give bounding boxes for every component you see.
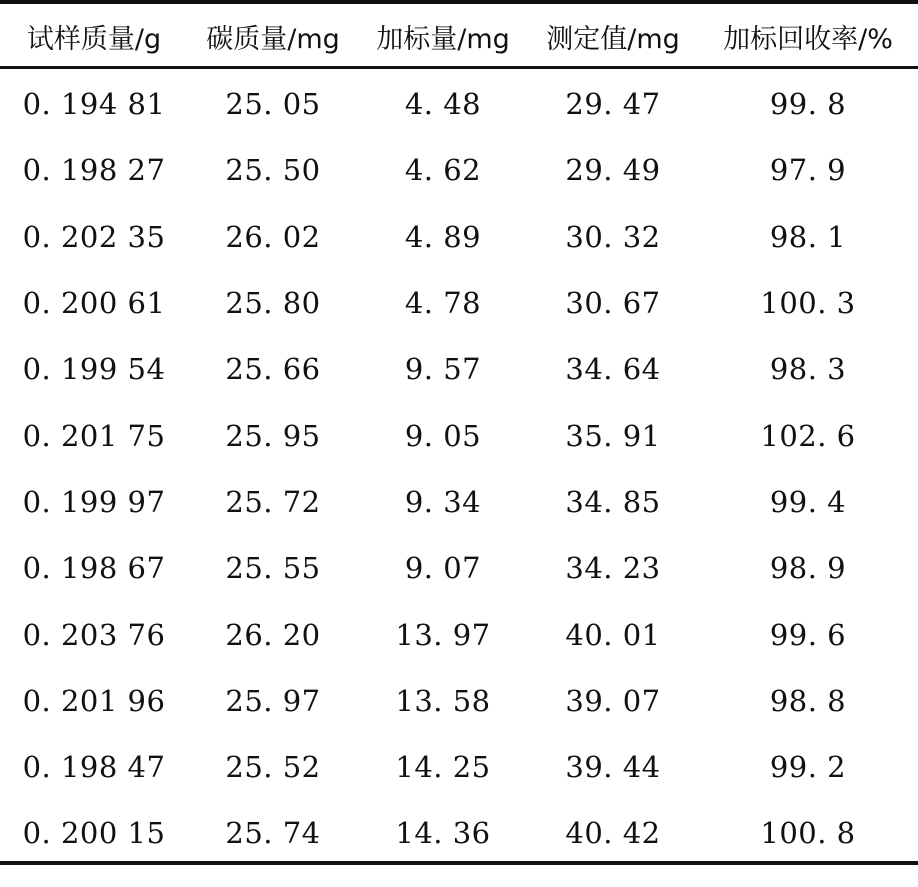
cell-measured-value: 30. 32: [565, 219, 661, 254]
cell-recovery-rate: 98. 8: [769, 683, 847, 718]
table-row: [0, 535, 918, 601]
cell-spike-amount: 14. 36: [395, 816, 491, 851]
cell-spike-amount: 13. 58: [395, 683, 491, 718]
cell-measured-value: 34. 85: [565, 484, 661, 519]
cell-spike-amount: 13. 97: [395, 617, 491, 652]
cell-recovery-rate: 102. 6: [760, 418, 856, 453]
cell-carbon-mass: 25. 05: [225, 87, 321, 122]
table-row: [0, 800, 918, 866]
cell-sample-mass: 0. 199 97: [22, 484, 166, 519]
cell-measured-value: 30. 67: [565, 286, 661, 321]
cell-spike-amount: 4. 48: [404, 87, 482, 122]
cell-measured-value: 39. 44: [565, 750, 661, 785]
cell-spike-amount: 4. 62: [404, 153, 482, 188]
cell-spike-amount: 4. 78: [404, 286, 482, 321]
cell-spike-amount: 14. 25: [395, 750, 491, 785]
cell-recovery-rate: 98. 3: [769, 352, 847, 387]
cell-sample-mass: 0. 198 67: [22, 551, 166, 586]
cell-carbon-mass: 25. 50: [225, 153, 321, 188]
cell-measured-value: 34. 23: [565, 551, 661, 586]
cell-sample-mass: 0. 203 76: [22, 617, 166, 652]
table-row: [0, 69, 918, 137]
table-row: [0, 734, 918, 800]
table-row: [0, 137, 918, 203]
cell-measured-value: 29. 47: [565, 87, 661, 122]
table-row: [0, 336, 918, 402]
data-table: [0, 4, 918, 867]
cell-recovery-rate: 98. 9: [769, 551, 847, 586]
cell-recovery-rate: 99. 6: [769, 617, 847, 652]
cell-sample-mass: 0. 198 27: [22, 153, 166, 188]
header-recovery-rate: 加标回收率/%: [723, 24, 893, 55]
cell-measured-value: 29. 49: [565, 153, 661, 188]
cell-measured-value: 40. 01: [565, 617, 661, 652]
cell-recovery-rate: 99. 4: [769, 484, 847, 519]
cell-sample-mass: 0. 198 47: [22, 750, 166, 785]
cell-recovery-rate: 99. 2: [769, 750, 847, 785]
cell-sample-mass: 0. 200 15: [22, 816, 166, 851]
cell-measured-value: 34. 64: [565, 352, 661, 387]
cell-recovery-rate: 100. 3: [760, 286, 856, 321]
cell-sample-mass: 0. 201 96: [22, 683, 166, 718]
cell-measured-value: 35. 91: [565, 418, 661, 453]
cell-sample-mass: 0. 200 61: [22, 286, 166, 321]
cell-spike-amount: 9. 05: [404, 418, 482, 453]
cell-carbon-mass: 25. 74: [225, 816, 321, 851]
header-sample-mass: 试样质量/g: [26, 24, 162, 55]
cell-carbon-mass: 25. 95: [225, 418, 321, 453]
table-row: [0, 270, 918, 336]
cell-spike-amount: 4. 89: [404, 219, 482, 254]
cell-sample-mass: 0. 201 75: [22, 418, 166, 453]
cell-sample-mass: 0. 194 81: [22, 87, 166, 122]
cell-carbon-mass: 25. 66: [225, 352, 321, 387]
table-row: [0, 204, 918, 270]
cell-sample-mass: 0. 202 35: [22, 219, 166, 254]
cell-measured-value: 39. 07: [565, 683, 661, 718]
cell-carbon-mass: 25. 52: [225, 750, 321, 785]
cell-carbon-mass: 25. 97: [225, 683, 321, 718]
cell-carbon-mass: 26. 02: [225, 219, 321, 254]
table-row: [0, 668, 918, 734]
cell-spike-amount: 9. 57: [404, 352, 482, 387]
header-carbon-mass: 碳质量/mg: [206, 24, 340, 55]
table-row: [0, 469, 918, 535]
cell-sample-mass: 0. 199 54: [22, 352, 166, 387]
cell-spike-amount: 9. 34: [404, 484, 482, 519]
cell-carbon-mass: 25. 72: [225, 484, 321, 519]
cell-carbon-mass: 25. 55: [225, 551, 321, 586]
cell-recovery-rate: 100. 8: [760, 816, 856, 851]
cell-measured-value: 40. 42: [565, 816, 661, 851]
header-spike-amount: 加标量/mg: [376, 24, 510, 55]
cell-recovery-rate: 99. 8: [769, 87, 847, 122]
cell-spike-amount: 9. 07: [404, 551, 482, 586]
cell-carbon-mass: 26. 20: [225, 617, 321, 652]
header-measured-value: 测定值/mg: [546, 24, 680, 55]
cell-recovery-rate: 97. 9: [769, 153, 847, 188]
cell-recovery-rate: 98. 1: [769, 219, 847, 254]
header-row: [0, 4, 918, 69]
table-row: [0, 402, 918, 468]
table-row: [0, 601, 918, 667]
cell-carbon-mass: 25. 80: [225, 286, 321, 321]
